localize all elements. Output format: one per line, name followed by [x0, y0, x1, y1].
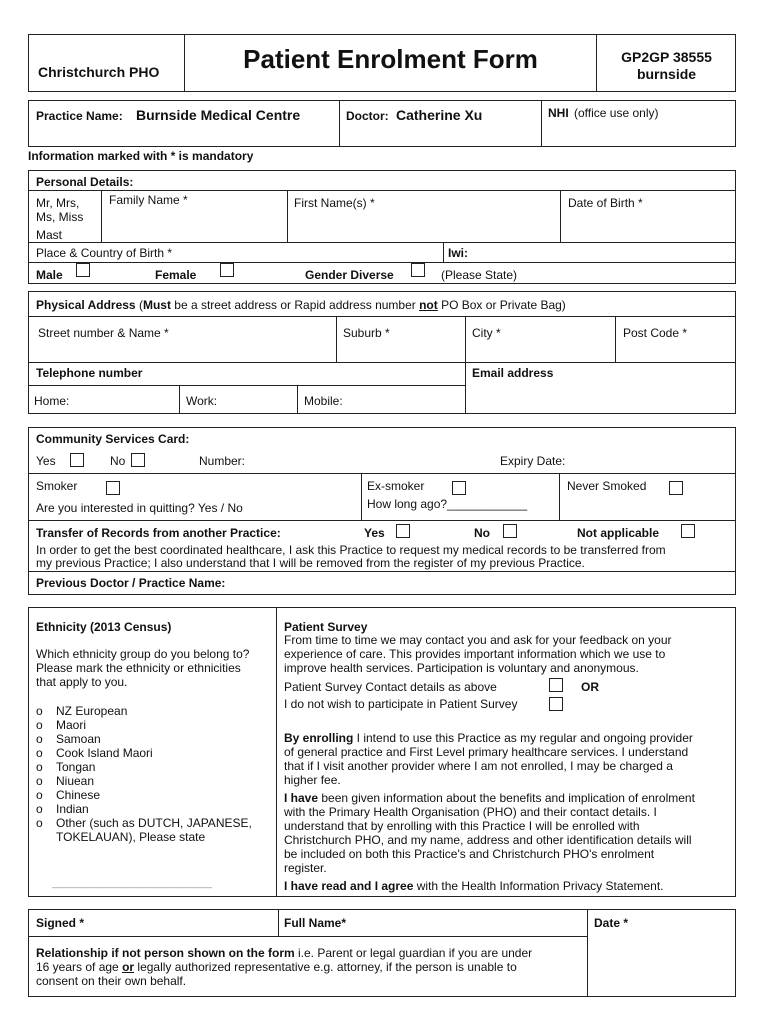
address-vline-3 [615, 316, 616, 362]
survey-contact-checkbox[interactable] [549, 678, 563, 692]
csc-no-checkbox[interactable] [131, 453, 145, 467]
ethnicity-other-cont: TOKELAUAN), Please state [56, 830, 206, 844]
enrolment-text-1 [284, 731, 693, 745]
doctor-label: Doctor: [346, 109, 389, 123]
survey-contact-label: Patient Survey Contact details as above [284, 680, 497, 694]
telephone-label: Telephone number [36, 366, 143, 380]
personal-vline-3 [560, 190, 561, 242]
signed-label: Signed * [36, 916, 85, 930]
csc-expiry-label: Expiry Date: [500, 454, 566, 468]
ethnicity-option[interactable] [36, 774, 252, 788]
transfer-yes-checkbox[interactable] [396, 524, 410, 538]
personal-details-box [28, 170, 736, 284]
survey-no-label: I do not wish to participate in Patient Survey [284, 697, 518, 711]
bullet: o [36, 718, 43, 732]
ethnicity-option-cont [36, 830, 252, 844]
address-vline-2 [465, 316, 466, 414]
bullet: o [36, 802, 43, 816]
personal-vline-2 [287, 190, 288, 242]
pho-name: Christchurch PHO [38, 64, 160, 80]
ethnicity-option-label: Tongan [56, 760, 96, 774]
personal-heading: Personal Details: [36, 175, 134, 189]
personal-line-3 [28, 262, 736, 263]
smoker-checkbox[interactable] [106, 481, 120, 495]
practice-divider-1 [339, 100, 340, 147]
personal-vline-1 [101, 190, 102, 242]
postcode-label: Post Code * [623, 326, 688, 340]
transfer-na-label: Not applicable [577, 526, 660, 540]
ethnicity-option[interactable] [36, 704, 252, 718]
have-text-5: be included on both this Practice's and Christchurch PHO's enrolment [284, 847, 655, 861]
have-bold: I have [284, 791, 319, 805]
transfer-heading: Transfer of Records from another Practice: [36, 526, 281, 540]
female-label: Female [155, 268, 197, 282]
personal-line-2 [28, 242, 736, 243]
bullet: o [36, 760, 43, 774]
male-label: Male [36, 268, 63, 282]
ex-smoker-checkbox[interactable] [452, 481, 466, 495]
ethnicity-option[interactable] [36, 746, 252, 760]
agree-text [284, 879, 664, 893]
dob-label: Date of Birth * [568, 196, 643, 210]
sign-vline-2 [587, 909, 588, 997]
survey-or-label: OR [581, 680, 599, 694]
site-name: burnside [636, 66, 697, 82]
ethnicity-option[interactable] [36, 718, 252, 732]
previous-practice-label: Previous Doctor / Practice Name: [36, 576, 226, 590]
address-line-3 [28, 385, 465, 386]
address-heading-paren: ( [135, 298, 143, 312]
bullet: o [36, 732, 43, 746]
relationship-or: or [122, 960, 135, 974]
relationship-text-3: consent on their own behalf. [36, 974, 187, 988]
ethnicity-heading: Ethnicity (2013 Census) [36, 620, 172, 634]
csc-line-3 [28, 571, 736, 572]
transfer-text-2: my previous Practice; I also understand that I will be removed from the register of my previous Practice. [36, 556, 585, 570]
enrolment-bold: By enrolling [284, 731, 354, 745]
ethnicity-option-label: NZ European [56, 704, 128, 718]
ethnicity-question-2: Please mark the ethnicity or ethnicities [36, 661, 241, 675]
ex-smoker-label: Ex-smoker [367, 479, 425, 493]
address-line-1 [28, 316, 736, 317]
agree-bold: I have read and I agree [284, 879, 414, 893]
ethnicity-option[interactable] [36, 816, 252, 830]
never-smoked-label: Never Smoked [567, 479, 647, 493]
mandatory-note: Information marked with * is mandatory [28, 149, 254, 163]
full-name-label: Full Name* [284, 916, 347, 930]
survey-text-2: experience of care. This provides important information which we use to [284, 647, 666, 661]
bullet: o [36, 704, 43, 718]
mobile-label: Mobile: [304, 394, 343, 408]
work-label: Work: [186, 394, 218, 408]
home-label: Home: [34, 394, 70, 408]
street-label: Street number & Name * [38, 326, 169, 340]
survey-text-1: From time to time we may contact you and ask for your feedback on your [284, 633, 672, 647]
smoke-vline-2 [559, 473, 560, 520]
titles-label-2: Ms, Miss [36, 210, 84, 224]
bullet: o [36, 788, 43, 802]
transfer-no-label: No [474, 526, 490, 540]
ethnicity-option[interactable] [36, 760, 252, 774]
form-code: GP2GP 38555 [621, 49, 712, 65]
enrolment-rest: I intend to use this Practice as my regular and ongoing provider [353, 731, 693, 745]
smoker-label: Smoker [36, 479, 78, 493]
bullet: o [36, 746, 43, 760]
relationship-bold: Relationship if not person shown on the form [36, 946, 295, 960]
relationship-text-1 [36, 946, 532, 960]
address-heading-must: Must [142, 298, 171, 312]
transfer-na-checkbox[interactable] [681, 524, 695, 538]
practice-name-value: Burnside Medical Centre [136, 107, 301, 123]
address-line-2 [28, 362, 736, 363]
ethnicity-option-label: Chinese [56, 788, 101, 802]
enrolment-text-4: higher fee. [284, 773, 341, 787]
page-title: Patient Enrolment Form [243, 44, 538, 74]
address-vline-1 [336, 316, 337, 362]
ethnicity-option[interactable] [36, 802, 252, 816]
transfer-yes-label: Yes [364, 526, 385, 540]
relationship-rest: i.e. Parent or legal guardian if you are under [294, 946, 533, 960]
male-checkbox[interactable] [76, 263, 90, 277]
enrolment-text-3: that if I visit another provider where I am not enrolled, I may be charged a [284, 759, 673, 773]
address-heading-mid: be a street address or Rapid address number [170, 298, 420, 312]
phone-vline-2 [297, 385, 298, 414]
transfer-text-1: In order to get the best coordinated healthcare, I ask this Practice to request my medical records to be transferred from [36, 543, 666, 557]
titles-label-3: Mast [36, 228, 63, 242]
quitting-label: Are you interested in quitting? Yes / No [36, 501, 243, 515]
city-label: City * [472, 326, 501, 340]
enrolment-text-2: of general practice and First Level primary healthcare services. I understand [284, 745, 689, 759]
have-text-3: understand that by enrolling with this Practice I will be enrolled with [284, 819, 640, 833]
nhi-note: (office use only) [574, 106, 659, 120]
doctor-value: Catherine Xu [396, 107, 483, 123]
ethnicity-question-1: Which ethnicity group do you belong to? [36, 647, 250, 661]
iwi-label: Iwi: [448, 246, 468, 260]
relationship-text-2 [36, 960, 517, 974]
survey-no-checkbox[interactable] [549, 697, 563, 711]
suburb-label: Suburb * [343, 326, 390, 340]
titles-label: Mr, Mrs, [36, 196, 80, 210]
csc-line-2 [28, 520, 736, 521]
csc-line-1 [28, 473, 736, 474]
ethnicity-question-3: that apply to you. [36, 675, 128, 689]
csc-yes-label: Yes [36, 454, 56, 468]
have-text-2: with the Primary Health Organisation (PHO) and their contact details. I [284, 805, 657, 819]
survey-heading: Patient Survey [284, 620, 368, 634]
ethnicity-option-label: Cook Island Maori [56, 746, 153, 760]
bullet: o [36, 774, 43, 788]
bullet: o [36, 816, 43, 830]
family-name-label: Family Name * [109, 193, 188, 207]
address-heading-bold: Physical Address [36, 298, 136, 312]
ethnicity-option[interactable] [36, 788, 252, 802]
sign-line-1 [28, 936, 587, 937]
smoke-vline-1 [361, 473, 362, 520]
sign-vline-1 [278, 909, 279, 936]
address-heading-not: not [419, 298, 438, 312]
place-of-birth-label: Place & Country of Birth * [36, 246, 173, 260]
have-text-6: register. [284, 861, 327, 875]
how-long-label: How long ago?____________ [367, 497, 528, 511]
csc-yes-checkbox[interactable] [70, 453, 84, 467]
date-label: Date * [594, 916, 629, 930]
phone-vline-1 [179, 385, 180, 414]
address-heading [36, 298, 566, 312]
please-state-label: (Please State) [441, 268, 518, 282]
ethnicity-option-label: Niuean [56, 774, 95, 788]
survey-text-3: improve health services. Participation is voluntary and anonymous. [284, 661, 639, 675]
transfer-no-checkbox[interactable] [503, 524, 517, 538]
agree-rest: with the Health Information Privacy Statement. [413, 879, 664, 893]
first-names-label: First Name(s) * [294, 196, 375, 210]
ethnicity-option-label: Other (such as DUTCH, JAPANESE, [56, 816, 252, 830]
ethnicity-option-label: Samoan [56, 732, 101, 746]
ethnicity-list [36, 704, 252, 844]
gender-diverse-checkbox[interactable] [411, 263, 425, 277]
female-checkbox[interactable] [220, 263, 234, 277]
never-smoked-checkbox[interactable] [669, 481, 683, 495]
gender-diverse-label: Gender Diverse [305, 268, 394, 282]
have-rest: been given information about the benefits and implication of enrolment [318, 791, 695, 805]
csc-heading: Community Services Card: [36, 432, 190, 446]
nhi-label: NHI [548, 106, 569, 120]
csc-number-label: Number: [199, 454, 246, 468]
have-text-4: Christchurch PHO, and my name, address and other identification details will [284, 833, 692, 847]
csc-no-label: No [110, 454, 126, 468]
personal-line-1 [28, 190, 736, 191]
relationship-2b: legally authorized representative e.g. attorney, if the person is unable to [134, 960, 517, 974]
address-heading-end: PO Box or Private Bag) [437, 298, 566, 312]
ethnicity-divider [276, 607, 277, 897]
practice-divider-2 [541, 100, 542, 147]
have-text-1 [284, 791, 695, 805]
ethnicity-option[interactable] [36, 732, 252, 746]
practice-name-label: Practice Name: [36, 109, 123, 123]
email-label: Email address [472, 366, 554, 380]
personal-vline-4 [443, 242, 444, 262]
relationship-2a: 16 years of age [36, 960, 123, 974]
ethnicity-option-label: Maori [56, 718, 87, 732]
ethnicity-option-label: Indian [56, 802, 89, 816]
ethnicity-state-line[interactable]: ________________________________ [52, 878, 213, 888]
